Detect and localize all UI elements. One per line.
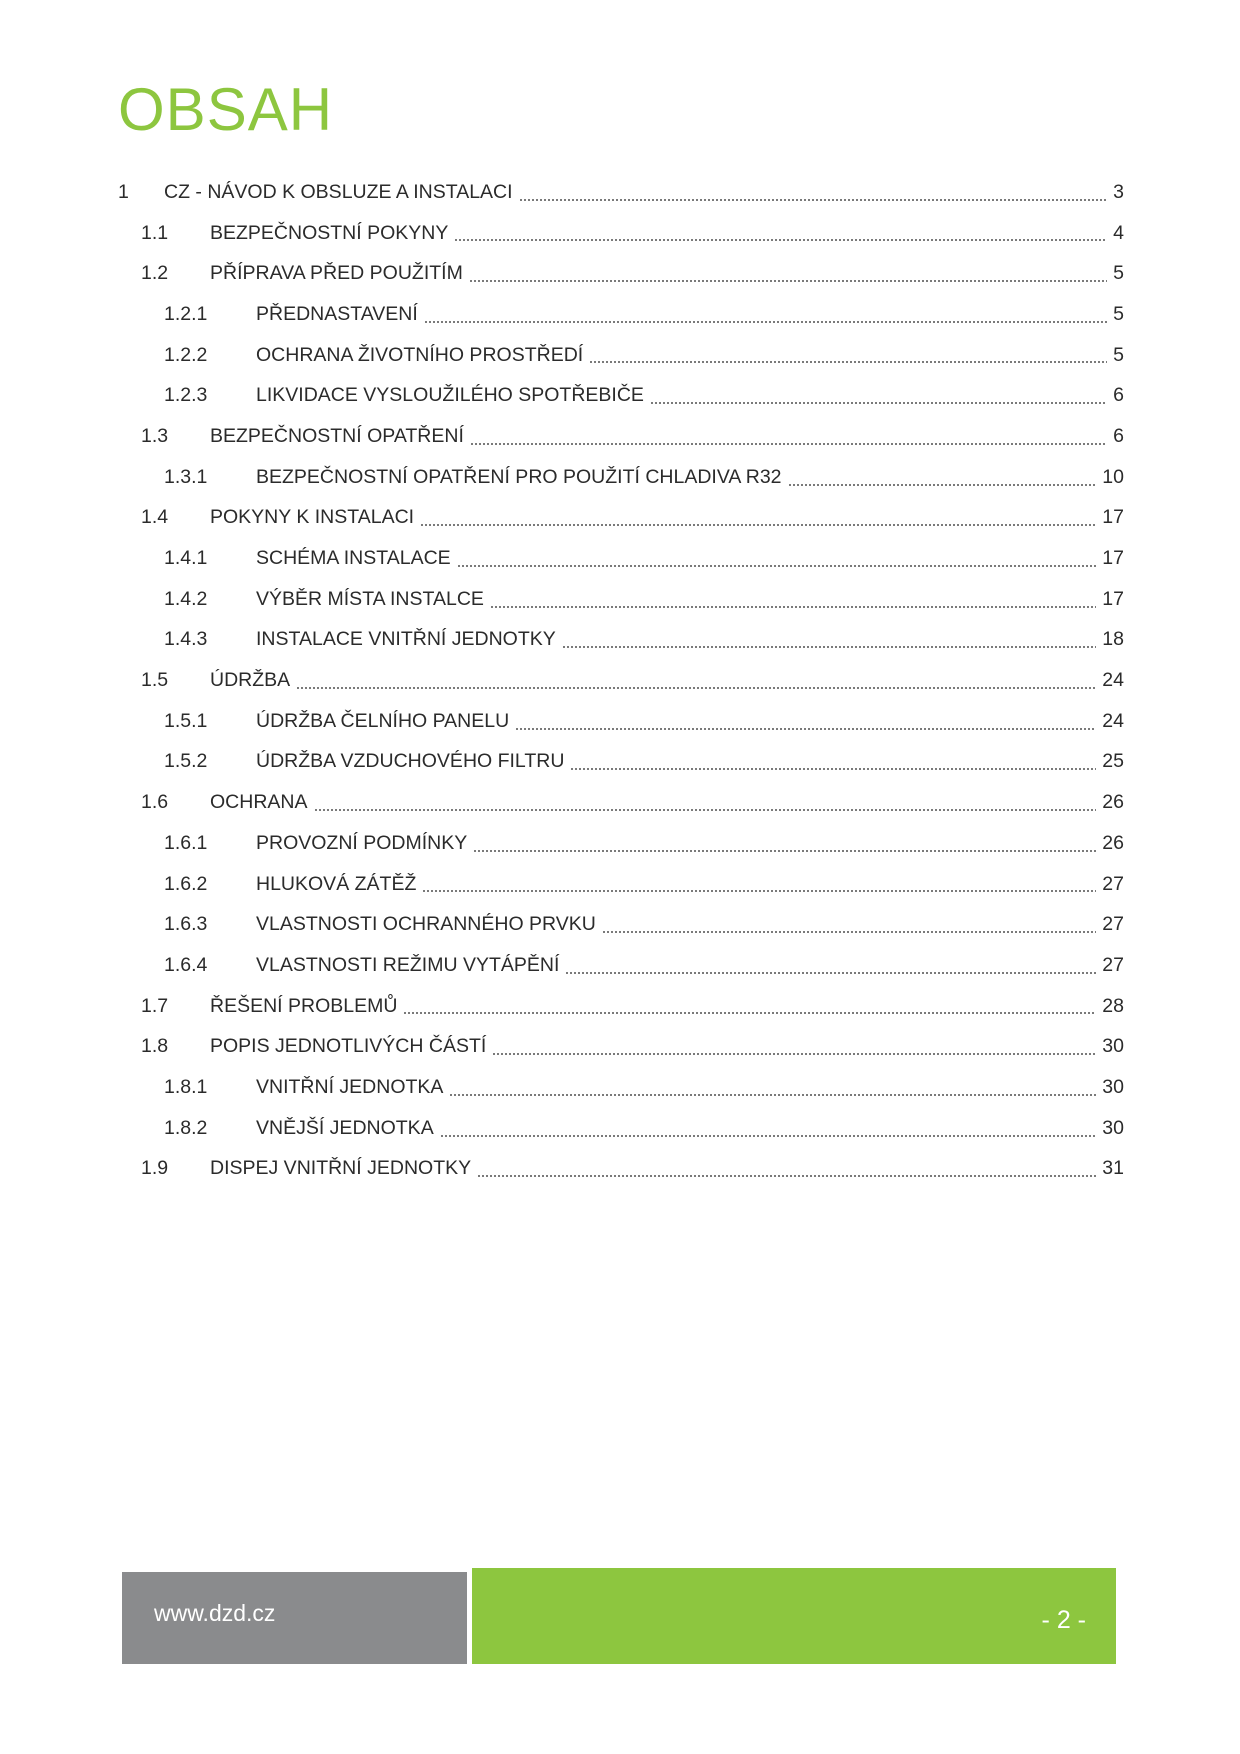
toc-entry[interactable]	[118, 782, 1124, 823]
toc-entry-number: 1.6	[141, 791, 169, 814]
toc-entry-number: 1.8.2	[164, 1116, 208, 1139]
toc-entry-page: 28	[1102, 994, 1124, 1017]
toc-entry-title: POKYNY K INSTALACI	[210, 506, 415, 529]
toc-entry[interactable]	[118, 742, 1124, 783]
dot-leader	[788, 484, 1097, 486]
toc-entry-title: BEZPEČNOSTNÍ OPATŘENÍ	[210, 424, 464, 447]
dot-leader	[477, 1175, 1096, 1177]
toc-entry[interactable]	[118, 1108, 1124, 1149]
toc-entry[interactable]	[118, 986, 1124, 1027]
toc-entry[interactable]	[118, 904, 1124, 945]
toc-entry-page: 26	[1102, 831, 1124, 854]
dot-leader	[449, 1094, 1096, 1096]
dot-leader	[403, 1012, 1096, 1014]
toc-entry-page: 10	[1102, 465, 1124, 488]
toc-entry[interactable]	[118, 864, 1124, 905]
toc-entry-page: 17	[1102, 506, 1124, 529]
toc-entry-title: ÚDRŽBA ČELNÍHO PANELU	[256, 709, 510, 732]
toc-entry-page: 17	[1102, 587, 1124, 610]
toc-entry-number: 1.1	[141, 221, 169, 244]
toc-entry-title: OCHRANA ŽIVOTNÍHO PROSTŘEDÍ	[256, 343, 584, 366]
toc-entry[interactable]	[118, 253, 1124, 294]
toc-entry-page: 18	[1102, 628, 1124, 651]
dot-leader	[490, 606, 1096, 608]
toc-entry-title: POPIS JEDNOTLIVÝCH ČÁSTÍ	[210, 1035, 487, 1058]
toc-entry-title: VÝBĚR MÍSTA INSTALCE	[256, 587, 484, 610]
toc-entry-title: PROVOZNÍ PODMÍNKY	[256, 831, 468, 854]
toc-entry-page: 5	[1113, 343, 1124, 366]
toc-entry-title: LIKVIDACE VYSLOUŽILÉHO SPOTŘEBIČE	[256, 384, 644, 407]
toc-entry[interactable]	[118, 498, 1124, 539]
toc-entry-title: VNITŘNÍ JEDNOTKA	[256, 1075, 444, 1098]
toc-entry-title: ÚDRŽBA	[210, 669, 291, 692]
toc-entry-title: INSTALACE VNITŘNÍ JEDNOTKY	[256, 628, 556, 651]
toc-entry-page: 26	[1102, 791, 1124, 814]
toc-entry-page: 5	[1113, 302, 1124, 325]
toc-entry-number: 1.2.3	[164, 384, 208, 407]
dot-leader	[440, 1135, 1097, 1137]
toc-entry[interactable]	[118, 294, 1124, 335]
dot-leader	[457, 565, 1097, 567]
toc-entry-number: 1.3	[141, 424, 169, 447]
dot-leader	[519, 199, 1108, 201]
toc-entry-page: 30	[1102, 1116, 1124, 1139]
dot-leader	[473, 850, 1096, 852]
dot-leader	[469, 280, 1107, 282]
toc-entry[interactable]	[118, 213, 1124, 254]
toc-entry-title: DISPEJ VNITŘNÍ JEDNOTKY	[210, 1157, 472, 1180]
toc-entry[interactable]	[118, 335, 1124, 376]
dot-leader	[454, 239, 1107, 241]
toc-entry-page: 17	[1102, 547, 1124, 570]
toc-entry[interactable]	[118, 579, 1124, 620]
toc-entry-page: 30	[1102, 1035, 1124, 1058]
toc-entry[interactable]	[118, 1026, 1124, 1067]
toc-entry-page: 27	[1102, 953, 1124, 976]
toc-entry-title: BEZPEČNOSTNÍ POKYNY	[210, 221, 449, 244]
toc-entry-title: PŘÍPRAVA PŘED POUŽITÍM	[210, 262, 463, 285]
toc-entry-number: 1.6.1	[164, 831, 208, 854]
toc-entry-page: 30	[1102, 1075, 1124, 1098]
toc-entry-page: 31	[1102, 1157, 1124, 1180]
toc-entry-number: 1.8.1	[164, 1075, 208, 1098]
toc-entry[interactable]	[118, 1149, 1124, 1190]
toc-entry-page: 6	[1113, 424, 1124, 447]
toc-entry-page: 6	[1113, 384, 1124, 407]
toc-entry[interactable]	[118, 375, 1124, 416]
toc-entry-number: 1.5.2	[164, 750, 208, 773]
dot-leader	[562, 646, 1097, 648]
toc-entry-number: 1.4	[141, 506, 169, 529]
toc-entry-number: 1.6.3	[164, 913, 208, 936]
toc-entry-title: OCHRANA	[210, 791, 308, 814]
toc-entry-title: HLUKOVÁ ZÁTĚŽ	[256, 872, 417, 895]
table-of-contents	[118, 172, 1124, 1189]
dot-leader	[492, 1053, 1096, 1055]
dot-leader	[424, 321, 1107, 323]
toc-entry[interactable]	[118, 945, 1124, 986]
toc-entry-number: 1.5.1	[164, 709, 208, 732]
toc-entry-page: 24	[1102, 709, 1124, 732]
footer-url-bar	[122, 1572, 467, 1664]
dot-leader	[420, 524, 1096, 526]
dot-leader	[314, 809, 1097, 811]
toc-entry[interactable]	[118, 701, 1124, 742]
dot-leader	[565, 972, 1096, 974]
dot-leader	[515, 728, 1096, 730]
toc-entry[interactable]	[118, 660, 1124, 701]
toc-entry-page: 3	[1113, 180, 1124, 203]
footer-url: www.dzd.cz	[154, 1599, 276, 1626]
toc-entry-title: ŘEŠENÍ PROBLEMŮ	[210, 994, 398, 1017]
toc-entry[interactable]	[118, 457, 1124, 498]
toc-entry-title: BEZPEČNOSTNÍ OPATŘENÍ PRO POUŽITÍ CHLADIVA R32	[256, 465, 782, 488]
toc-entry-title: ÚDRŽBA VZDUCHOVÉHO FILTRU	[256, 750, 565, 773]
toc-entry-number: 1.8	[141, 1035, 169, 1058]
dot-leader	[570, 768, 1096, 770]
dot-leader	[589, 361, 1107, 363]
toc-entry-title: SCHÉMA INSTALACE	[256, 547, 451, 570]
dot-leader	[650, 402, 1107, 404]
toc-entry[interactable]	[118, 416, 1124, 457]
toc-entry-title: PŘEDNASTAVENÍ	[256, 302, 418, 325]
toc-entry-number: 1.6.4	[164, 953, 208, 976]
toc-entry-number: 1.6.2	[164, 872, 208, 895]
toc-entry-number: 1.7	[141, 994, 169, 1017]
toc-entry-number: 1.4.3	[164, 628, 208, 651]
toc-entry-number: 1.4.2	[164, 587, 208, 610]
page-number: - 2 -	[1041, 1605, 1086, 1634]
toc-entry-number: 1.2	[141, 262, 169, 285]
toc-entry[interactable]	[118, 172, 1124, 213]
toc-entry-number: 1	[118, 180, 129, 203]
toc-entry-page: 25	[1102, 750, 1124, 773]
toc-entry[interactable]	[118, 538, 1124, 579]
dot-leader	[602, 931, 1096, 933]
toc-entry-number: 1.2.2	[164, 343, 208, 366]
dot-leader	[296, 687, 1096, 689]
footer-page-bar	[472, 1568, 1116, 1664]
toc-entry-title: VLASTNOSTI OCHRANNÉHO PRVKU	[256, 913, 596, 936]
toc-entry-number: 1.4.1	[164, 547, 208, 570]
toc-entry-page: 5	[1113, 262, 1124, 285]
toc-entry-title: VLASTNOSTI REŽIMU VYTÁPĚNÍ	[256, 953, 560, 976]
toc-entry-title: CZ - NÁVOD K OBSLUZE A INSTALACI	[164, 180, 513, 203]
toc-entry-page: 24	[1102, 669, 1124, 692]
dot-leader	[422, 890, 1096, 892]
toc-entry-title: VNĚJŠÍ JEDNOTKA	[256, 1116, 434, 1139]
page-title: OBSAH	[118, 76, 334, 143]
toc-entry-page: 4	[1113, 221, 1124, 244]
toc-entry-number: 1.9	[141, 1157, 169, 1180]
toc-entry-number: 1.3.1	[164, 465, 208, 488]
toc-entry[interactable]	[118, 620, 1124, 661]
toc-entry-number: 1.5	[141, 669, 169, 692]
toc-entry-page: 27	[1102, 913, 1124, 936]
toc-entry[interactable]	[118, 1067, 1124, 1108]
toc-entry-number: 1.2.1	[164, 302, 208, 325]
toc-entry[interactable]	[118, 823, 1124, 864]
dot-leader	[470, 443, 1107, 445]
toc-entry-page: 27	[1102, 872, 1124, 895]
